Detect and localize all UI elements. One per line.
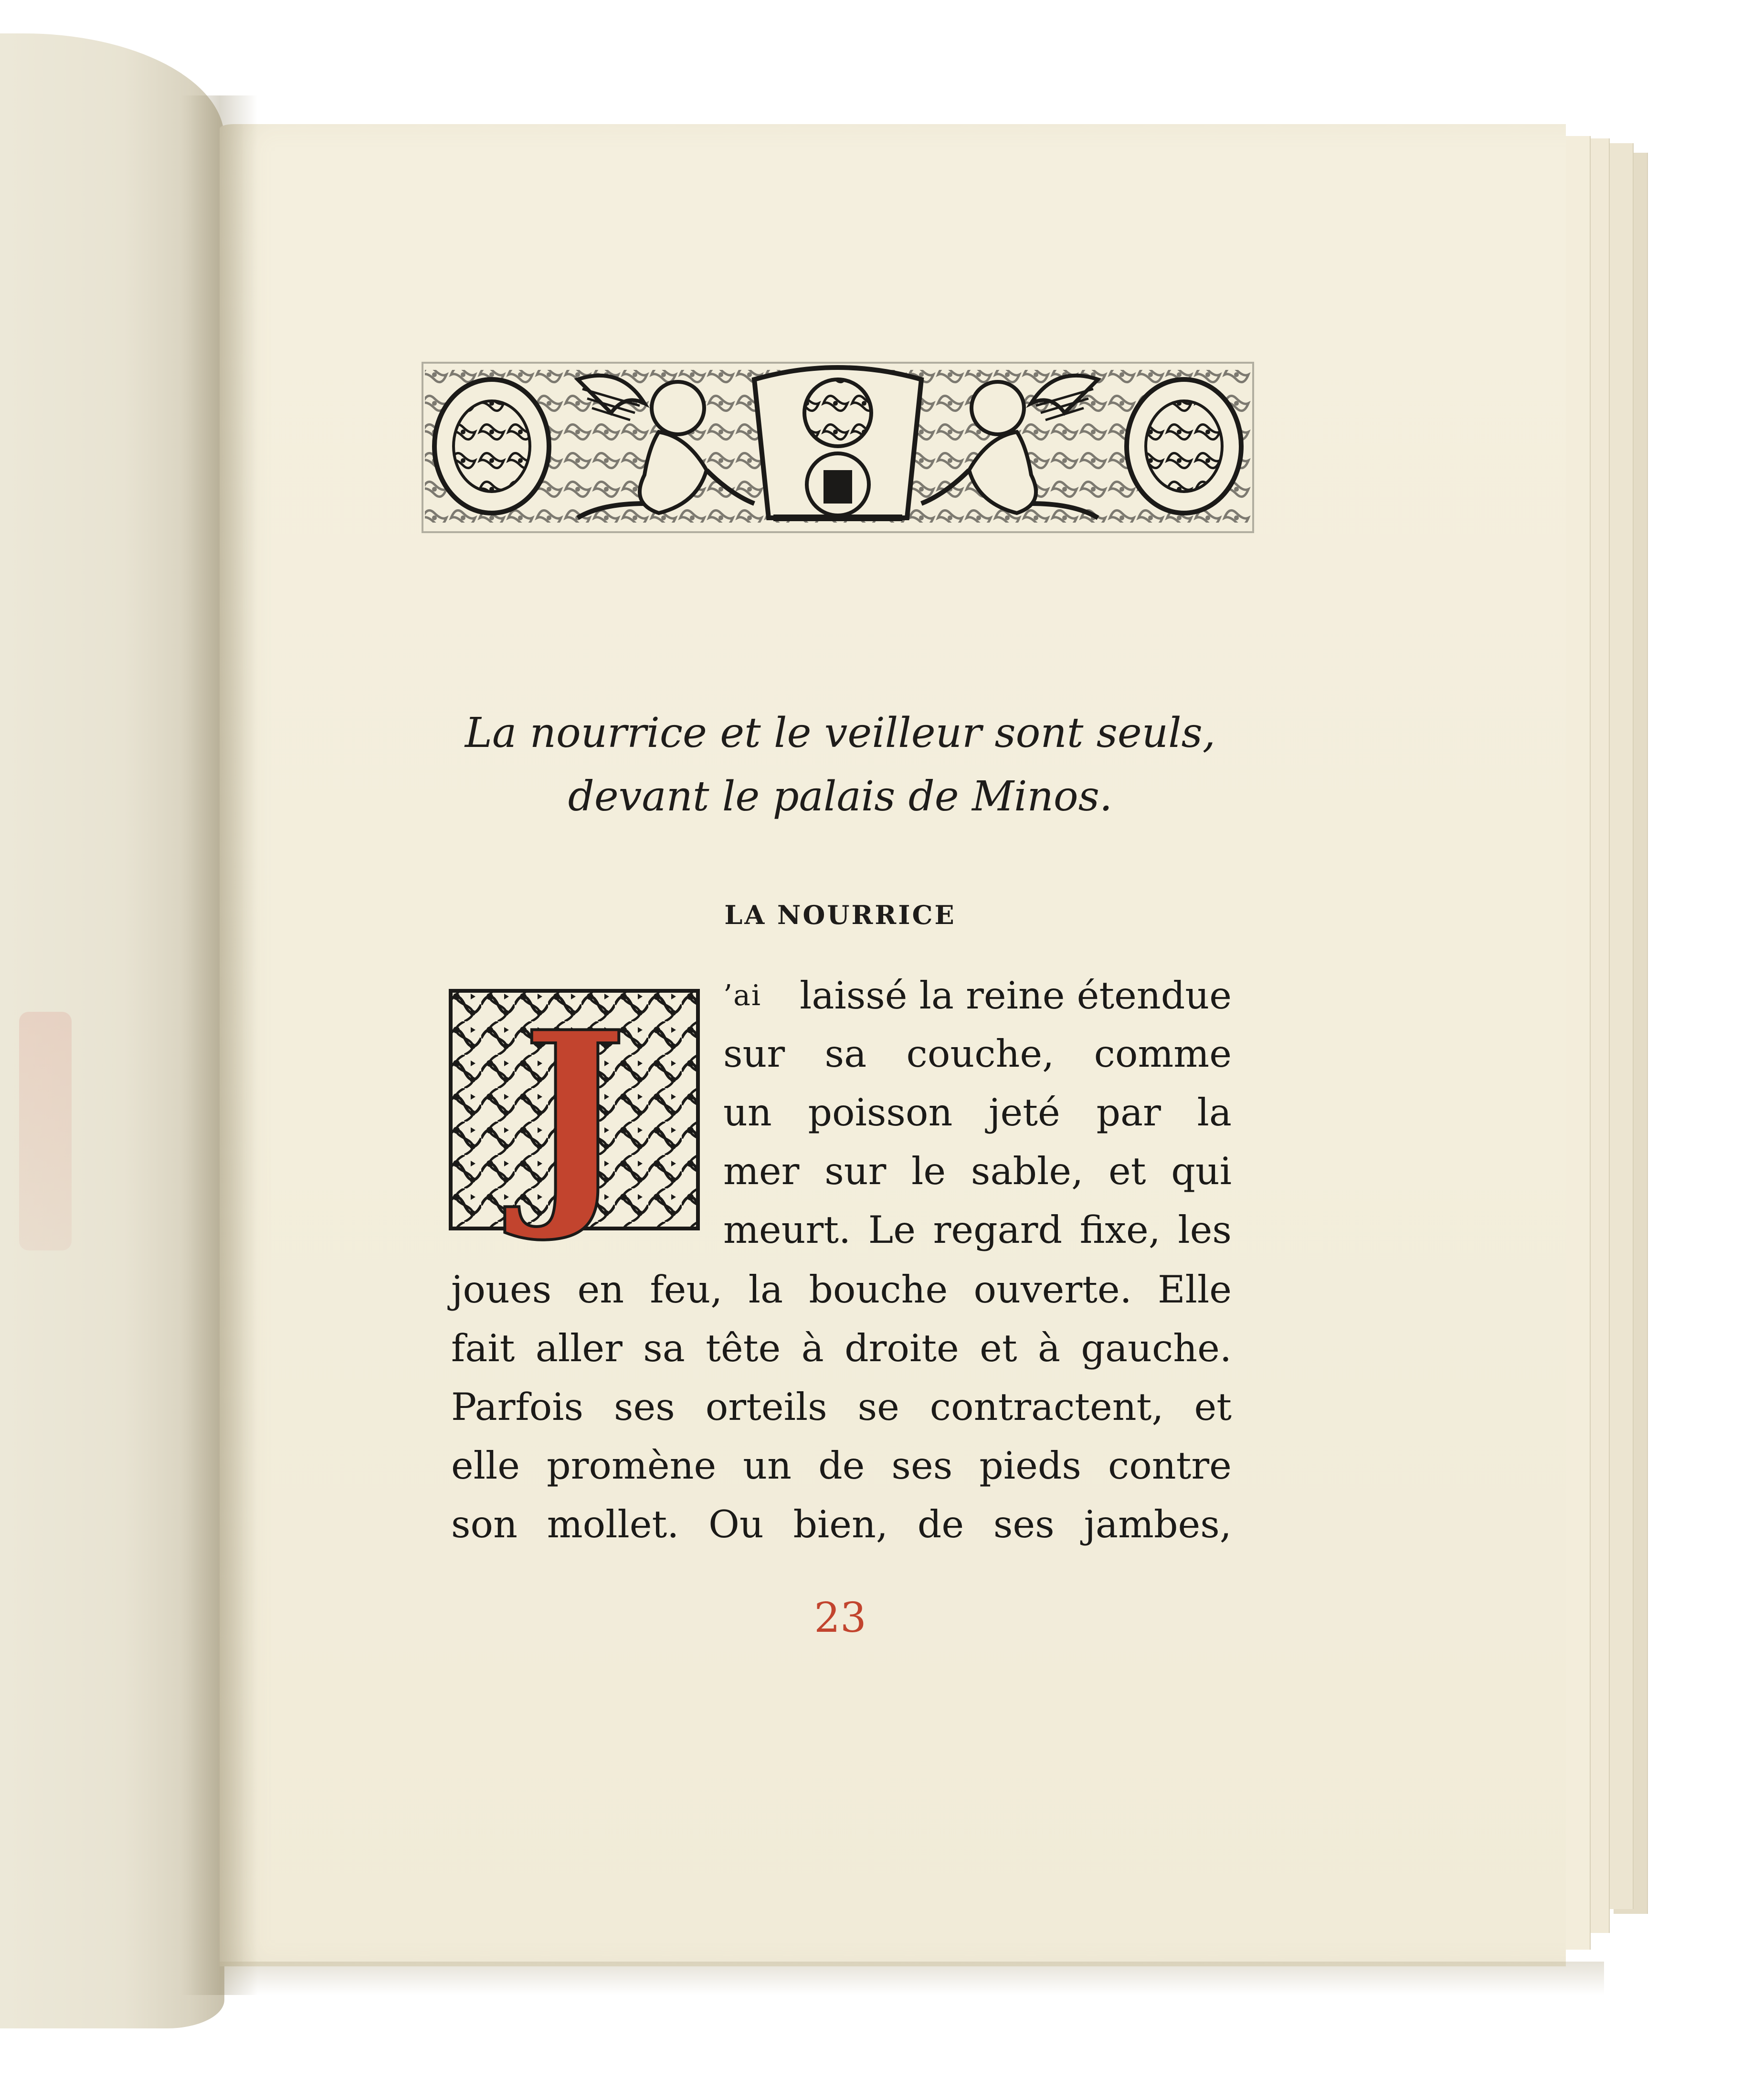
body-line: meurt. Le regard fixe, les — [723, 1208, 1232, 1252]
body-line: Parfois ses orteils se contractent, et — [451, 1385, 1232, 1429]
drop-cap-letter: J — [521, 983, 628, 1246]
decorated-initial — [448, 983, 701, 1246]
first-word-smallcaps: ’ai — [723, 979, 762, 1012]
left-page-show-through — [19, 1012, 72, 1250]
body-line: mer sur le sable, et qui — [723, 1149, 1232, 1193]
page-bottom-shadow — [220, 1962, 1604, 1995]
body-line: sur sa couche, comme — [723, 1032, 1232, 1076]
body-line — [723, 974, 1232, 1018]
body-line-text: laissé la reine étendue — [800, 974, 1232, 1018]
body-line: joues en feu, la bouche ouverte. Elle — [451, 1268, 1232, 1312]
body-line: fait aller sa tête à droite et à gauche. — [451, 1326, 1232, 1370]
page-number: 23 — [814, 1594, 866, 1642]
stage-direction — [363, 702, 1318, 829]
body-line: un poisson jeté par la — [723, 1091, 1232, 1134]
headpiece-ornament — [420, 360, 1256, 535]
stage-direction-line: devant le palais de Minos. — [568, 773, 1113, 820]
body-line: son mollet. Ou bien, de ses jambes, — [451, 1502, 1232, 1546]
speaker-heading: LA NOURRICE — [724, 900, 956, 930]
stage-direction-line: La nourrice et le veilleur sont seuls, — [465, 709, 1216, 757]
gutter-shadow — [181, 95, 258, 1995]
body-line: elle promène un de ses pieds contre — [451, 1444, 1232, 1488]
